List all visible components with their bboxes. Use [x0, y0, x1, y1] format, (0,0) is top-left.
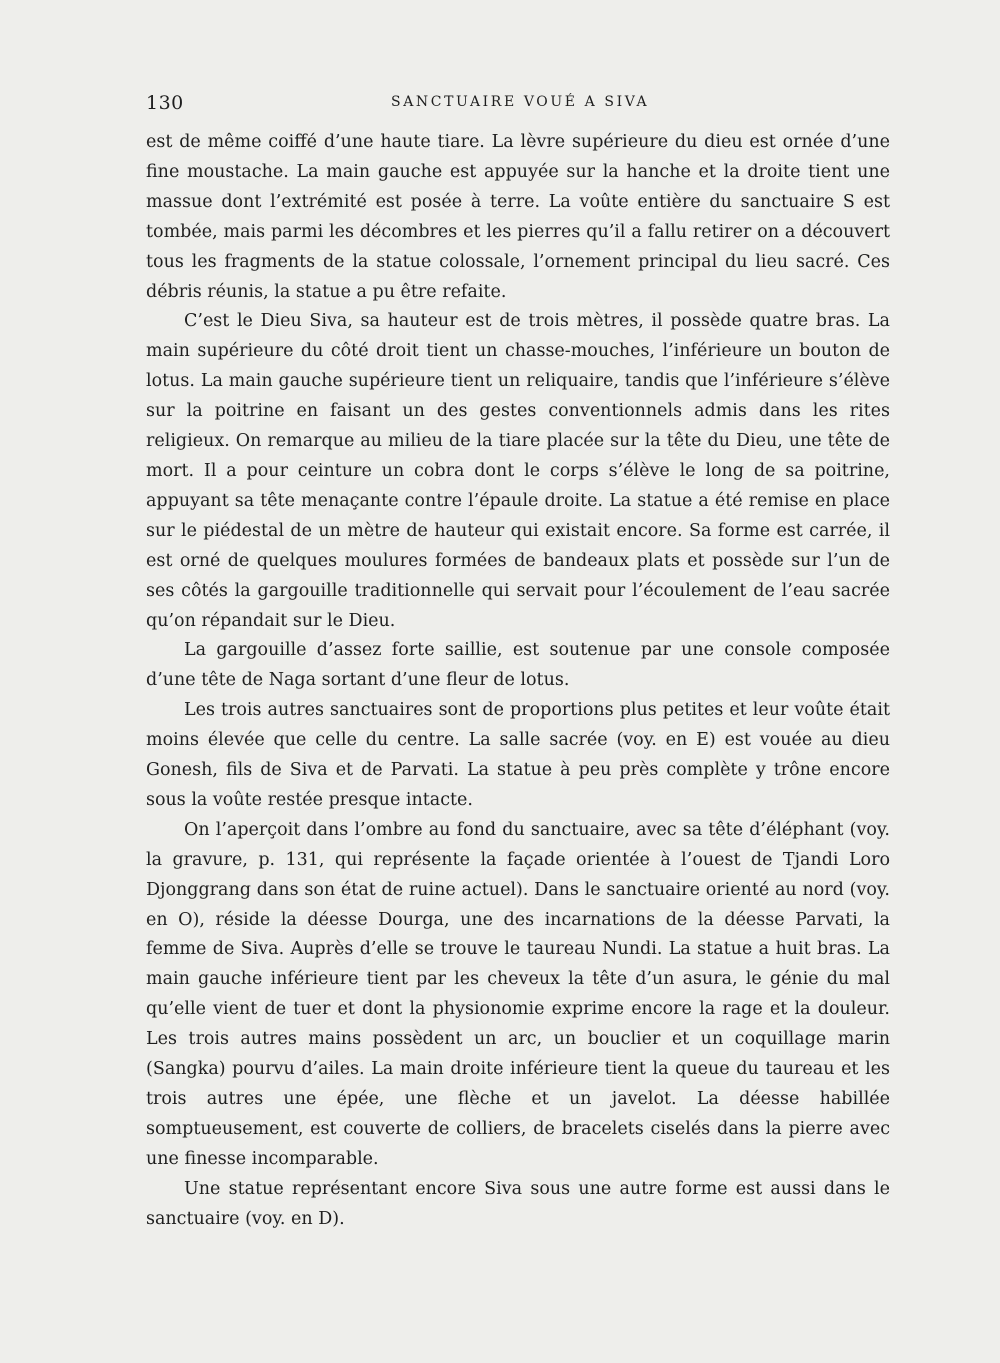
paragraph-3: La gargouille d’assez forte saillie, est soutenue par une console composée d’une tête de Naga sortant d’une fleur de lotus.	[146, 640, 890, 691]
paragraph-4: Les trois autres sanctuaires sont de proportions plus petites et leur voûte était moins élevée que celle du centre. La salle sacrée (voy. en E) est vouée au dieu Gonesh, fils de Siva et de Parvati. La statue à peu près complète y trône encore sous la voûte restée presque intacte.	[146, 700, 890, 810]
page-number: 130	[146, 92, 184, 114]
paragraph-6: Une statue représentant encore Siva sous une autre forme est aussi dans le sanctuaire (voy. en D).	[146, 1178, 890, 1229]
body-text	[146, 128, 890, 1235]
paragraph-5: On l’aperçoit dans l’ombre au fond du sanctuaire, avec sa tête d’éléphant (voy. la gravure, p. 131, qui représente la façade orientée à l’ouest de Tjandi Loro Djonggrang dans son état de ruine actuel). Dans le sanctuaire orienté au nord (voy. en O), réside la déesse Dourga, une des incarnations de la déesse Parvati, la femme de Siva. Auprès d’elle se trouve le taureau Nundi. La statue a huit bras. La main gauche inférieure tient par les cheveux la tête d’un asura, le génie du mal qu’elle vient de tuer et dont la physionomie exprime encore la rage et la douleur. Les trois autres mains possèdent un arc, un bouclier et un coquillage marin (Sangka) pourvu d’ailes. La main droite inférieure tient la queue du taureau et les trois autres une épée, une flèche et un javelot. La déesse habillée somptueusement, est couverte de colliers, de bracelets ciselés dans la pierre avec une finesse incomparable.	[146, 819, 890, 1169]
paragraph-1: est de même coiffé d’une haute tiare. La lèvre supérieure du dieu est ornée d’une fine moustache. La main gauche est appuyée sur la hanche et la droite tient une massue dont l’extrémité est posée à terre. La voûte entière du sanctuaire S est tombée, mais parmi les décombres et les pierres qu’il a fallu retirer on a découvert tous les fragments de la statue colossale, l’ornement principal du lieu sacré. Ces débris réunis, la statue a pu être refaite.	[146, 132, 890, 302]
running-header	[146, 92, 896, 114]
running-title: SANCTUAIRE VOUÉ A SIVA	[391, 94, 650, 110]
paragraph-2: C’est le Dieu Siva, sa hauteur est de trois mètres, il possède quatre bras. La main supérieure du côté droit tient un chasse-mouches, l’inférieure un bouton de lotus. La main gauche supérieure tient un reliquaire, tandis que l’inférieure s’élève sur la poitrine en faisant un des gestes conventionnels admis dans les rites religieux. On remarque au milieu de la tiare placée sur la tête du Dieu, une tête de mort. Il a pour ceinture un cobra dont le corps s’élève le long de sa poitrine, appuyant sa tête menaçante contre l’épaule droite. La statue a été remise en place sur le piédestal de un mètre de hauteur qui existait encore. Sa forme est carrée, il est orné de quelques moulures formées de bandeaux plats et possède sur l’un de ses côtés la gargouille traditionnelle qui servait pour l’écoulement de l’eau sacrée qu’on répandait sur le Dieu.	[146, 311, 890, 631]
